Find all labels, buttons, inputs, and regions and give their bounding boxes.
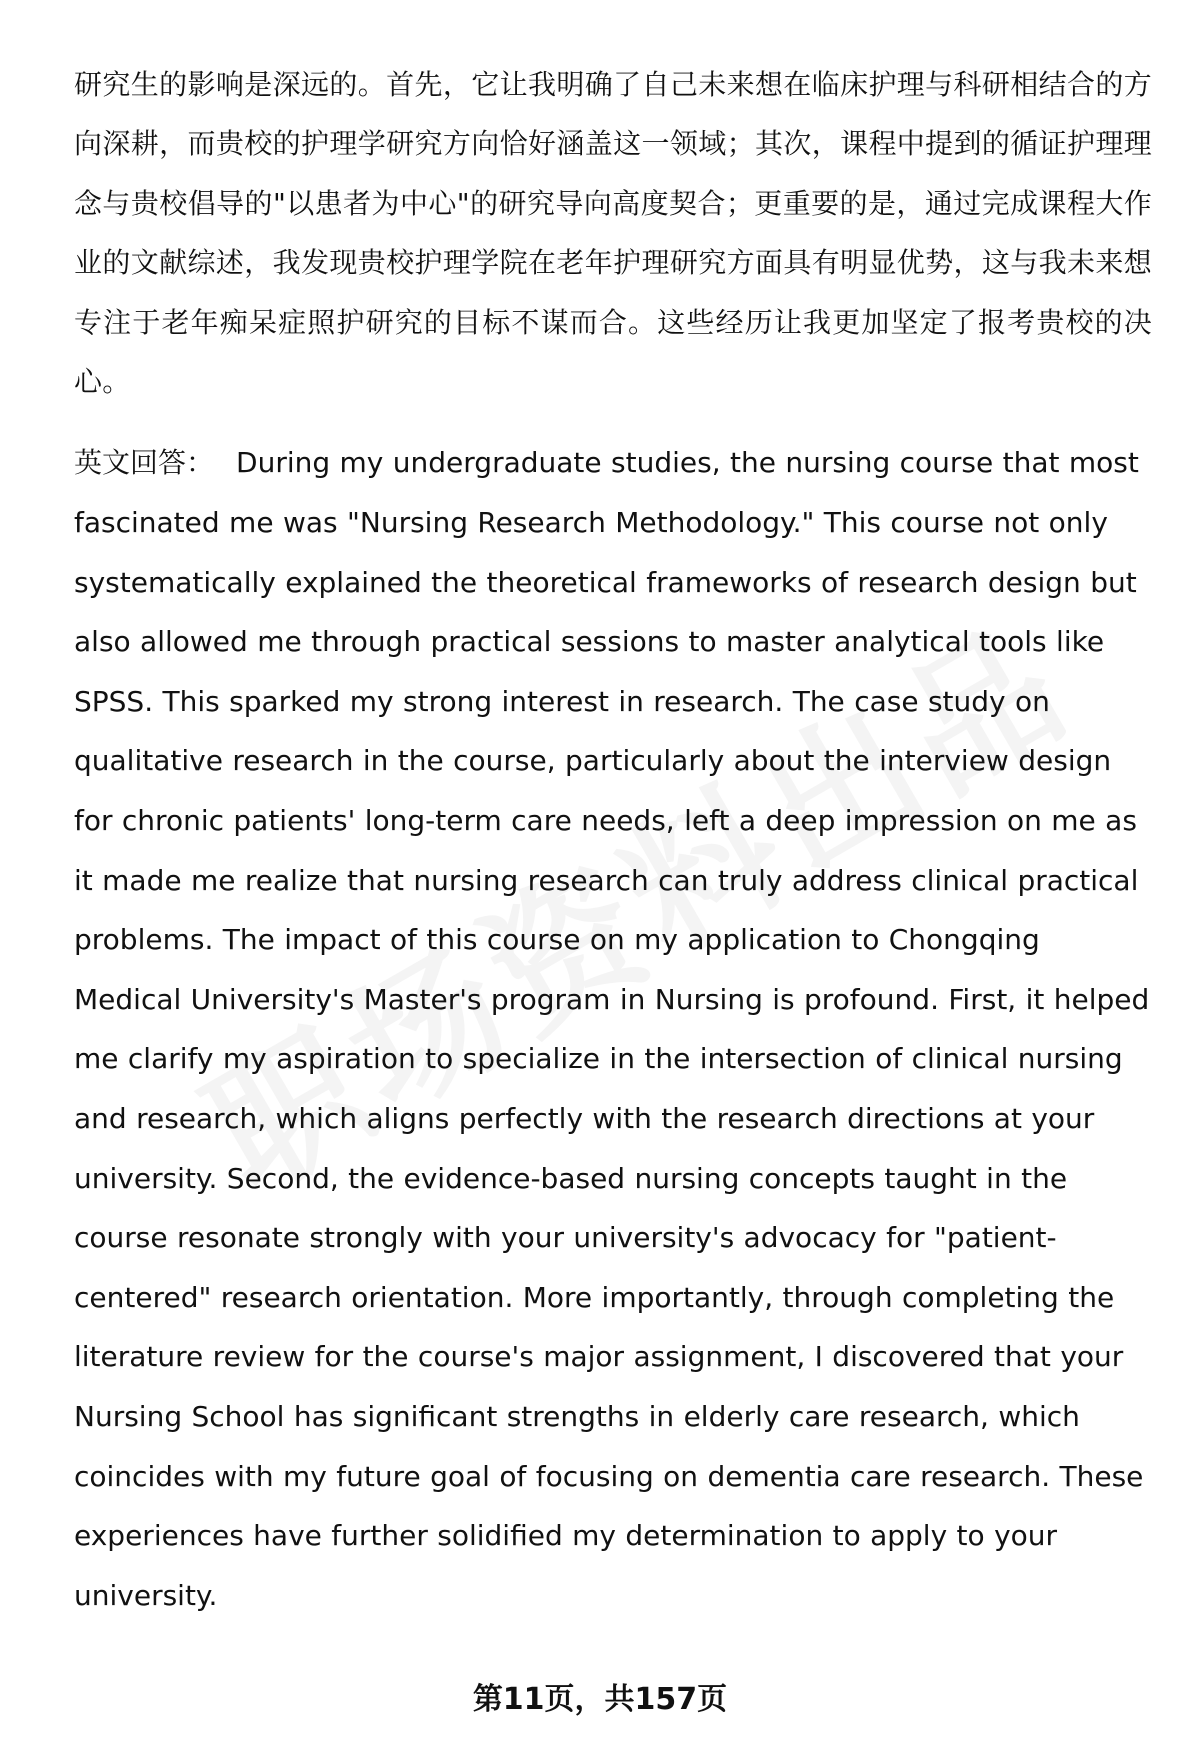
paragraph-english-answer — [74, 433, 1152, 1625]
document-body — [74, 55, 1152, 1625]
answer-label: 英文回答： — [74, 446, 215, 480]
paragraph-chinese: 研究生的影响是深远的。首先，它让我明确了自己未来想在临床护理与科研相结合的方向深耕，而贵校的护理学研究方向恰好涵盖这一领域；其次，课程中提到的循证护理理念与贵校倡导的"以患者为中心"的研究导向高度契合；更重要的是，通过完成课程大作业的文献综述，我发现贵校护理学院在老年护理研究方面具有明显优势，这与我未来想专注于老年痴呆症照护研究的目标不谋而合。这些经历让我更加坚定了报考贵校的决心。 — [74, 68, 1152, 399]
page-number-footer: 第11页，共157页 — [472, 1682, 728, 1717]
paragraph-english-text: During my undergraduate studies, the nursing course that most fascinated me was "Nursing Research Methodology." This course not only systematically explained the theoretical frameworks of research design but also allowed me through practical sessions to master analytical tools like SPSS. This sparked my strong interest in research. The case study on qualitative research in the course, particularly about the interview design for chronic patients' long-term care needs, left a deep impression on me as it made me realize that nursing research can truly address clinical practical problems. The impact of this course on my application to Chongqing Medical University's Master's program in Nursing is profound. First, it helped me clarify my aspiration to specialize in the intersection of clinical nursing and research, which aligns perfectly with the research directions at your university. Second, the evidence-based nursing concepts taught in the course resonate strongly with your university's advocacy for "patient-centered" research orientation. More importantly, through completing the literature review for the course's major assignment, I discovered that your Nursing School has significant strengths in elderly care research, which coincides with my future goal of focusing on dementia care research. These experiences have further solidified my determination to apply to your university. — [74, 446, 1150, 1612]
